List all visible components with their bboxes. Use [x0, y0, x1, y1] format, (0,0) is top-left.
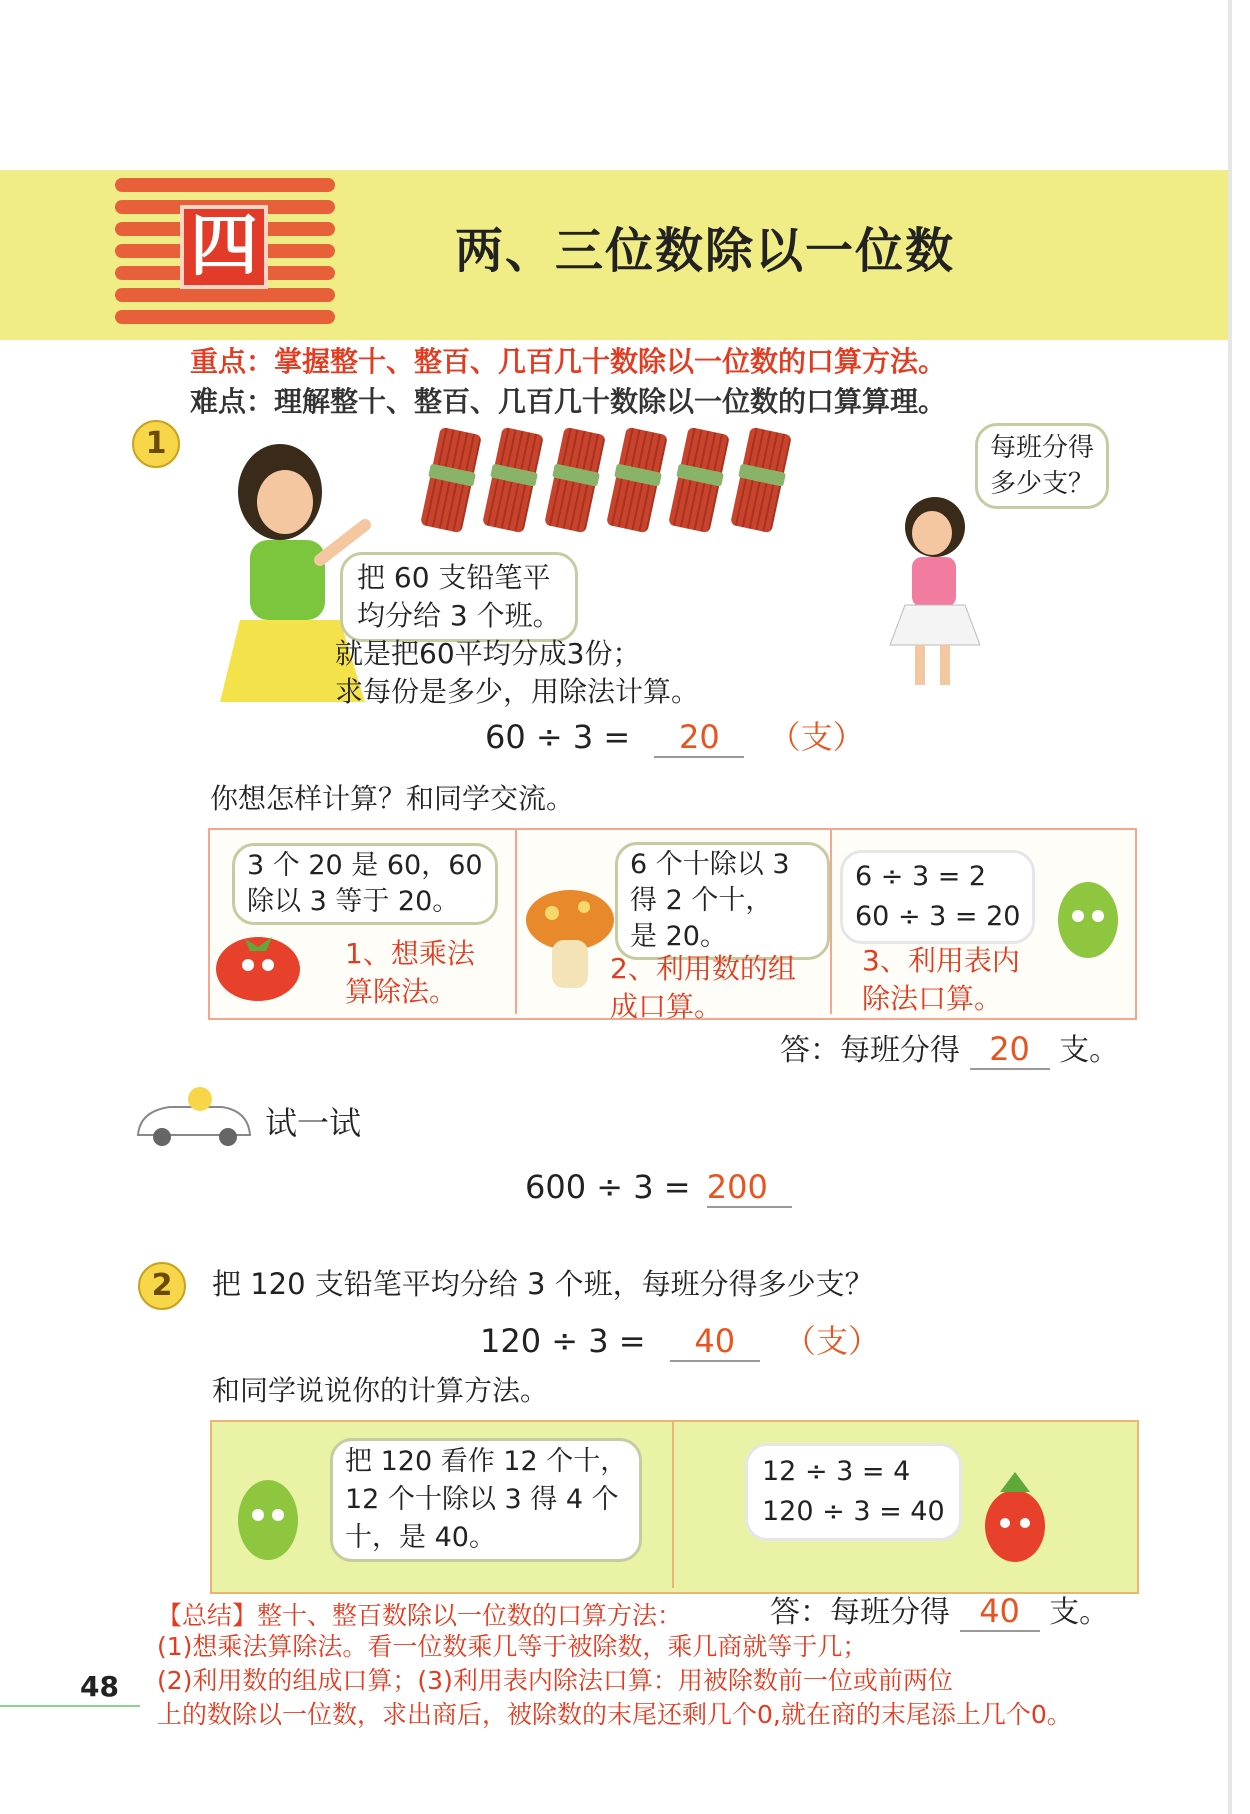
chapter-number: 四	[180, 205, 268, 289]
example-2-equation: 120 ÷ 3 = 40 （支）	[480, 1322, 880, 1360]
page-edge	[1228, 0, 1232, 1814]
example-1-explanation: 就是把60平均分成3份； 求每份是多少，用除法计算。	[335, 637, 700, 708]
method-3-bubble: 6 ÷ 3 = 2 60 ÷ 3 = 20	[840, 850, 1035, 944]
method-1-bubble: 3 个 20 是 60，60 除以 3 等于 20。	[232, 843, 498, 925]
example-2-answer: 40	[670, 1322, 760, 1362]
method-2-bubble: 6 个十除以 3 得 2 个十， 是 20。	[615, 842, 830, 960]
example-1-unit: 支	[800, 718, 833, 756]
difficulty-point: 难点：理解整十、整百、几百几十数除以一位数的口算算理。	[190, 385, 947, 418]
method-3-label: 3、利用表内 除法口算。	[862, 944, 1020, 1015]
page-number: 48	[80, 1670, 119, 1703]
chapter-title: 两、三位数除以一位数	[455, 223, 956, 279]
pepper-illustration-2	[230, 1465, 305, 1570]
example-2-result-value: 40	[960, 1592, 1040, 1632]
car-icon	[130, 1085, 255, 1150]
radish-illustration	[975, 1468, 1055, 1568]
example-2-badge: 2	[138, 1262, 186, 1310]
summary-title: 【总结】整十、整百数除以一位数的口算方法：	[157, 1601, 683, 1630]
key-point: 重点：掌握整十、整百、几百几十数除以一位数的口算方法。	[190, 345, 947, 378]
example-2-prompt: 和同学说说你的计算方法。	[212, 1374, 549, 1407]
try-label: 试一试	[265, 1104, 362, 1142]
teacher-speech-bubble: 把 60 支铅笔平 均分给 3 个班。	[340, 552, 578, 642]
page-footer-line	[0, 1705, 140, 1707]
example-1-prompt: 你想怎样计算？和同学交流。	[210, 782, 575, 815]
example-1-badge: 1	[132, 420, 180, 468]
summary-body: (1)想乘法算除法。看一位数乘几等于被除数，乘几商就等于几； (2)利用数的组成口算；(3)利用表内除法口算：用被除数前一位或前两位 上的数除以一位数，求出商后，被除数的末尾还剩几个0,就在商的末尾添上几个0。	[157, 1632, 1072, 1729]
pencil-bundles	[430, 430, 810, 540]
example-1-result-value: 20	[970, 1030, 1050, 1070]
example-1-equation: 60 ÷ 3 = 20 （支）	[485, 718, 865, 756]
girl-thought-bubble: 每班分得 多少支？	[975, 423, 1109, 509]
tomato-illustration	[210, 925, 305, 1005]
example-2-left-bubble: 把 120 看作 12 个十， 12 个十除以 3 得 4 个 十，是 40。	[330, 1438, 642, 1562]
example-1-answer: 20	[654, 718, 744, 758]
example-1-result: 答：每班分得 20 支。	[780, 1030, 1120, 1068]
try-answer: 200	[707, 1168, 792, 1208]
method-1-label: 1、想乘法 算除法。	[345, 937, 475, 1008]
pepper-illustration	[1050, 870, 1125, 970]
try-equation: 600 ÷ 3 = 200	[525, 1168, 792, 1208]
girl-illustration	[880, 495, 990, 695]
example-2-result: 答：每班分得 40 支。	[770, 1592, 1110, 1630]
example-2-unit: 支	[815, 1322, 848, 1360]
method-2-label: 2、利用数的组 成口算。	[610, 952, 796, 1023]
mushroom-illustration	[522, 885, 617, 1000]
example-2-right-bubble: 12 ÷ 3 = 4 120 ÷ 3 = 40	[745, 1443, 962, 1541]
example-2-question: 把 120 支铅笔平均分给 3 个班，每班分得多少支？	[212, 1267, 874, 1301]
